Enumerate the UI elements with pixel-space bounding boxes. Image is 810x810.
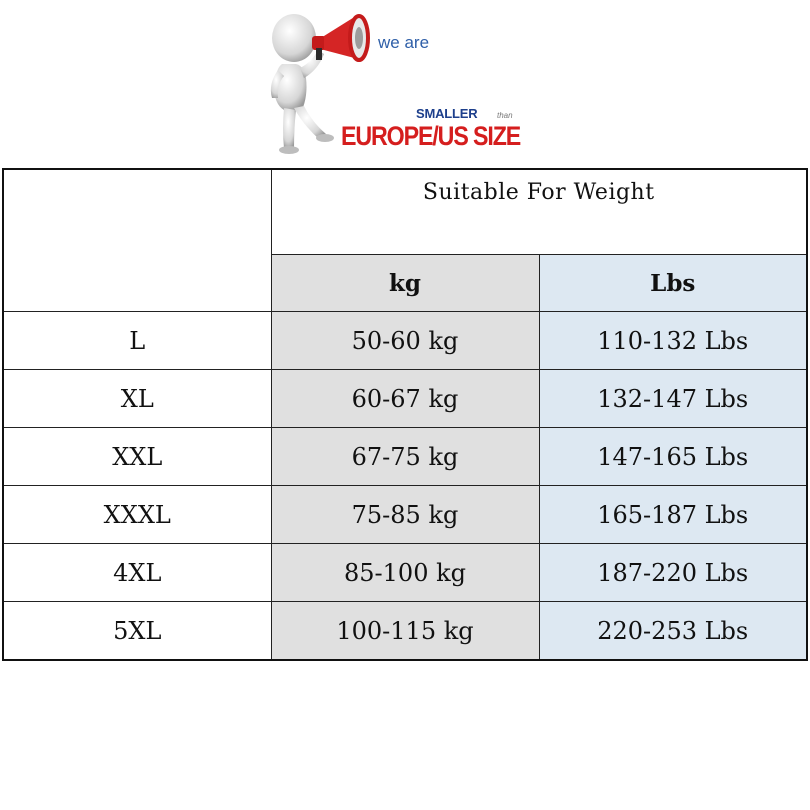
kg-cell: 67-75 kg <box>271 428 539 486</box>
kg-cell: 75-85 kg <box>271 486 539 544</box>
we-are-text: we are <box>378 33 430 52</box>
size-cell: 4XL <box>3 544 271 602</box>
table-row <box>3 370 807 428</box>
than-text: than <box>497 111 513 120</box>
lbs-cell: 187-220 Lbs <box>539 544 807 602</box>
header-kg: kg <box>271 255 539 312</box>
size-cell: XXXL <box>3 486 271 544</box>
lbs-cell: 110-132 Lbs <box>539 312 807 370</box>
size-cell: XL <box>3 370 271 428</box>
table-row <box>3 602 807 661</box>
size-cell: L <box>3 312 271 370</box>
table-corner-cell <box>3 169 271 312</box>
header-banner <box>0 0 810 162</box>
table-row <box>3 428 807 486</box>
header-lbs: Lbs <box>539 255 807 312</box>
kg-cell: 85-100 kg <box>271 544 539 602</box>
table-row <box>3 544 807 602</box>
lbs-cell: 132-147 Lbs <box>539 370 807 428</box>
kg-cell: 100-115 kg <box>271 602 539 661</box>
lbs-cell: 147-165 Lbs <box>539 428 807 486</box>
table-title: Suitable For Weight <box>271 169 807 255</box>
lbs-cell: 220-253 Lbs <box>539 602 807 661</box>
kg-cell: 60-67 kg <box>271 370 539 428</box>
size-cell: 5XL <box>3 602 271 661</box>
size-cell: XXL <box>3 428 271 486</box>
table-row <box>3 312 807 370</box>
kg-cell: 50-60 kg <box>271 312 539 370</box>
size-chart-table <box>2 168 808 661</box>
megaphone-icon <box>312 16 368 60</box>
smaller-text: SMALLER <box>416 106 478 121</box>
table-row <box>3 486 807 544</box>
lbs-cell: 165-187 Lbs <box>539 486 807 544</box>
europe-us-size-text: EUROPE/US SIZE <box>341 121 521 151</box>
